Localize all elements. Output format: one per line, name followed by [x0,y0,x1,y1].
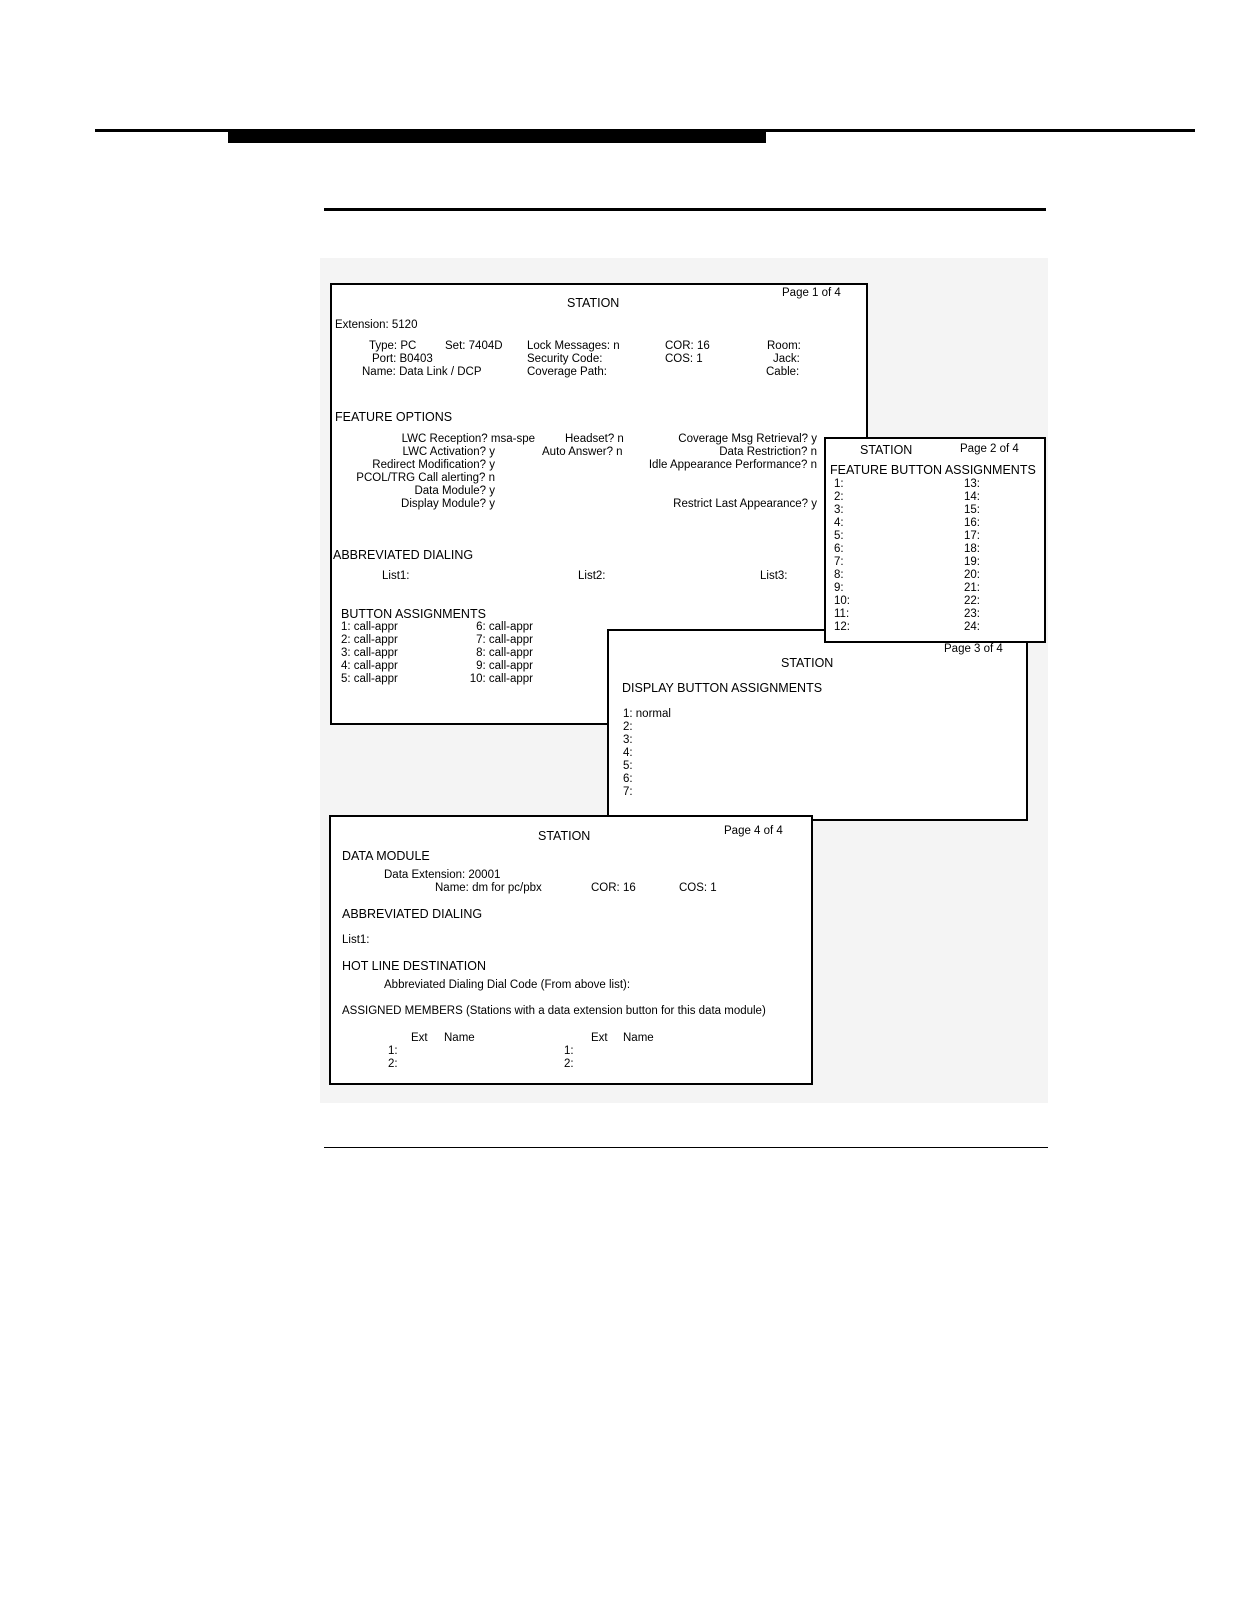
display-button-assignments-heading: DISPLAY BUTTON ASSIGNMENTS [622,681,823,695]
name-column-header: Name [444,1032,475,1044]
ext-column-header: Ext [591,1032,608,1044]
feature-button-slot[interactable]: 21: [964,582,980,594]
feature-button-slot[interactable]: 20: [964,569,980,581]
feature-button-slot[interactable]: 6: [834,543,844,555]
data-module-heading: DATA MODULE [342,849,430,863]
screen-title: STATION [538,829,591,843]
display-button-slot[interactable]: 5: [623,760,633,772]
abbreviated-dialing-heading: ABBREVIATED DIALING [342,907,483,921]
member-row[interactable]: 1: [564,1045,574,1057]
redirect-modification-field[interactable]: Redirect Modification? y [372,459,495,471]
cos-field[interactable]: COS: 1 [665,353,703,365]
data-module-name-field[interactable]: Name: dm for pc/pbx [435,882,542,894]
feature-button-slot[interactable]: 7: [834,556,844,568]
section-rule [324,208,1046,211]
button-assignment[interactable]: 3: call-appr [341,647,398,659]
display-button-slot[interactable]: 4: [623,747,633,759]
feature-button-slot[interactable]: 19: [964,556,980,568]
feature-button-slot[interactable]: 4: [834,517,844,529]
station-screen-page-4 [329,815,813,1085]
assigned-members-heading: ASSIGNED MEMBERS (Stations with a data extension button for this data module) [342,1005,766,1017]
type-field[interactable]: Type: PC [369,340,417,352]
coverage-msg-retrieval-field[interactable]: Coverage Msg Retrieval? y [678,433,817,445]
jack-field[interactable]: Jack: [773,353,800,365]
member-row[interactable]: 1: [388,1045,398,1057]
port-field[interactable]: Port: B0403 [372,353,433,365]
cor-field[interactable]: COR: 16 [665,340,710,352]
name-field[interactable]: Name: Data Link / DCP [362,366,482,378]
feature-button-assignments-heading: FEATURE BUTTON ASSIGNMENTS [830,463,1036,477]
feature-button-slot[interactable]: 11: [834,608,850,620]
coverage-path-field[interactable]: Coverage Path: [527,366,607,378]
button-assignment[interactable]: 9: call-appr [476,660,533,672]
list1-field[interactable]: List1: [342,934,370,946]
screen-title: STATION [860,443,913,457]
feature-button-slot[interactable]: 8: [834,569,844,581]
feature-button-slot[interactable]: 22: [964,595,980,607]
name-column-header: Name [623,1032,654,1044]
header-band [228,129,766,143]
screen-title: STATION [567,296,620,310]
display-module-field[interactable]: Display Module? y [401,498,495,510]
lock-messages-field[interactable]: Lock Messages: n [527,340,620,352]
extension-field[interactable]: Extension: 5120 [335,319,418,331]
feature-button-slot[interactable]: 17: [964,530,980,542]
feature-button-slot[interactable]: 13: [964,478,980,490]
display-button-slot[interactable]: 2: [623,721,633,733]
page-indicator: Page 1 of 4 [782,287,841,299]
abbreviated-dialing-heading: ABBREVIATED DIALING [333,548,474,562]
cable-field[interactable]: Cable: [766,366,800,378]
feature-button-slot[interactable]: 12: [834,621,850,633]
member-row[interactable]: 2: [564,1058,574,1070]
idle-appearance-field[interactable]: Idle Appearance Performance? n [648,459,817,471]
page-indicator: Page 2 of 4 [960,443,1019,455]
feature-button-slot[interactable]: 2: [834,491,844,503]
feature-button-slot[interactable]: 18: [964,543,980,555]
feature-button-slot[interactable]: 9: [834,582,844,594]
data-module-field[interactable]: Data Module? y [414,485,495,497]
feature-button-slot[interactable]: 10: [834,595,850,607]
bottom-rule [324,1147,1048,1148]
data-restriction-field[interactable]: Data Restriction? n [719,446,817,458]
room-field[interactable]: Room: [767,340,801,352]
display-button-slot[interactable]: 3: [623,734,633,746]
display-button-slot[interactable]: 7: [623,786,633,798]
display-button-slot[interactable]: 1: normal [623,708,671,720]
abbreviated-dial-code-field[interactable]: Abbreviated Dialing Dial Code (From above list): [384,979,631,991]
station-screen-page-3 [607,629,1028,821]
page-indicator: Page 3 of 4 [944,643,1003,655]
button-assignment[interactable]: 10: call-appr [469,673,533,685]
feature-button-slot[interactable]: 5: [834,530,844,542]
data-module-cor-field[interactable]: COR: 16 [591,882,636,894]
button-assignment[interactable]: 8: call-appr [476,647,533,659]
page-indicator: Page 4 of 4 [724,825,783,837]
feature-button-slot[interactable]: 15: [964,504,980,516]
security-code-field[interactable]: Security Code: [527,353,603,365]
hot-line-destination-heading: HOT LINE DESTINATION [342,959,487,973]
button-assignment[interactable]: 1: call-appr [341,621,398,633]
list1-field[interactable]: List1: [382,570,410,582]
lwc-reception-field[interactable]: LWC Reception? msa-spe [401,433,535,445]
station-screen-page-2 [824,437,1046,643]
feature-button-slot[interactable]: 16: [964,517,980,529]
button-assignments-heading: BUTTON ASSIGNMENTS [341,607,486,621]
button-assignment[interactable]: 6: call-appr [476,621,533,633]
feature-button-slot[interactable]: 24: [964,621,980,633]
feature-button-slot[interactable]: 14: [964,491,980,503]
auto-answer-field[interactable]: Auto Answer? n [542,446,623,458]
restrict-last-appearance-field[interactable]: Restrict Last Appearance? y [673,498,817,510]
data-module-cos-field[interactable]: COS: 1 [679,882,717,894]
set-field[interactable]: Set: 7404D [445,340,503,352]
feature-button-slot[interactable]: 3: [834,504,844,516]
ext-column-header: Ext [411,1032,428,1044]
data-extension-field[interactable]: Data Extension: 20001 [384,869,501,881]
button-assignment[interactable]: 7: call-appr [476,634,533,646]
pcol-trg-field[interactable]: PCOL/TRG Call alerting? n [356,472,495,484]
feature-options-heading: FEATURE OPTIONS [335,410,453,424]
display-button-slot[interactable]: 6: [623,773,633,785]
headset-field[interactable]: Headset? n [565,433,624,445]
member-row[interactable]: 2: [388,1058,398,1070]
screen-title: STATION [781,656,834,670]
button-assignment[interactable]: 4: call-appr [341,660,398,672]
feature-button-slot[interactable]: 23: [964,608,980,620]
button-assignment[interactable]: 5: call-appr [341,673,398,685]
list3-field[interactable]: List3: [760,570,788,582]
button-assignment[interactable]: 2: call-appr [341,634,398,646]
feature-button-slot[interactable]: 1: [834,478,844,490]
list2-field[interactable]: List2: [578,570,606,582]
lwc-activation-field[interactable]: LWC Activation? y [402,446,495,458]
